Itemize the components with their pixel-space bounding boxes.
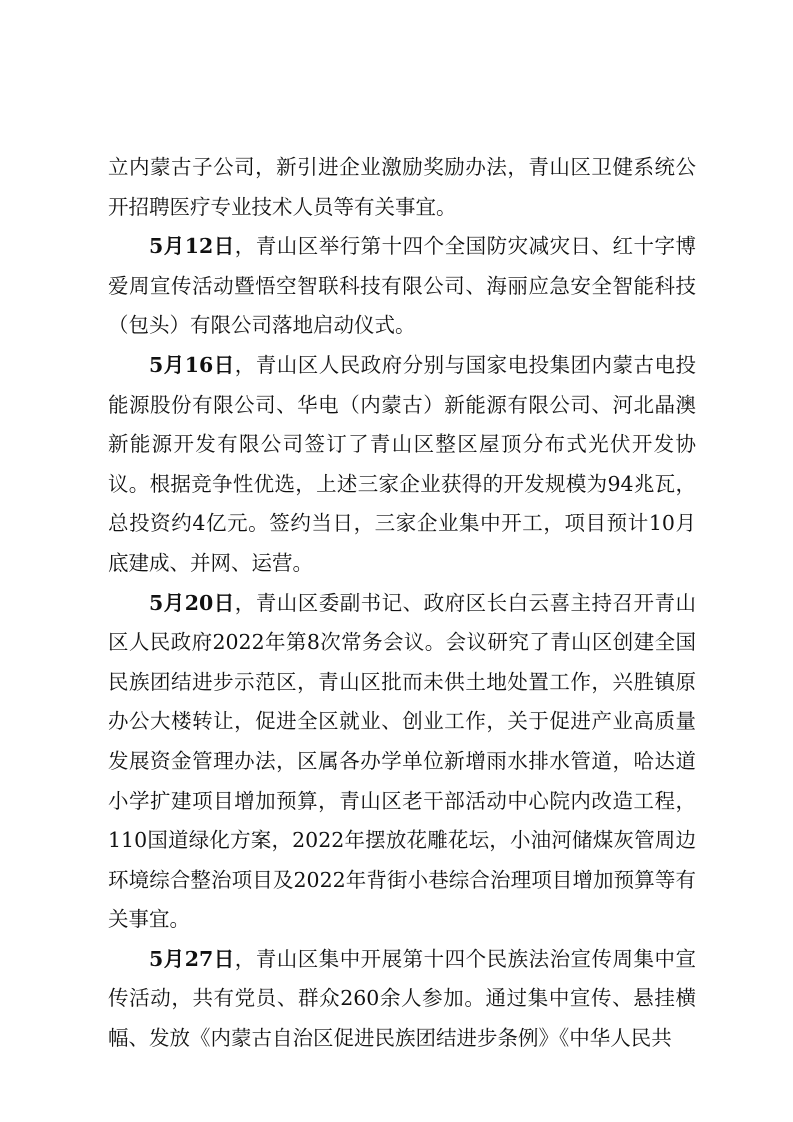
paragraph-1 bbox=[108, 148, 696, 227]
paragraph-date: 5月16日 bbox=[149, 352, 235, 377]
paragraph-4 bbox=[108, 584, 696, 940]
paragraph-text: ，青山区集中开展第十四个民族法治宣传周集中宣传活动，共有党员、群众260余人参加。通过集中宣传、悬挂横幅、发放《内蒙古自治区促进民族团结进步条例》《中华人民共 bbox=[108, 946, 696, 1051]
paragraph-date: 5月12日 bbox=[149, 234, 235, 259]
paragraph-5 bbox=[108, 940, 696, 1059]
paragraph-text: ，青山区人民政府分别与国家电投集团内蒙古电投能源股份有限公司、华电（内蒙古）新能源有限公司、河北晶澳新能源开发有限公司签订了青山区整区屋顶分布式光伏开发协议。根据竞争性优选，上述三家企业获得的开发规模为94兆瓦，总投资约4亿元。签约当日，三家企业集中开工，项目预计10月底建成、并网、运营。 bbox=[108, 352, 696, 575]
paragraph-date: 5月20日 bbox=[149, 590, 235, 615]
paragraph-2 bbox=[108, 227, 696, 346]
paragraph-3 bbox=[108, 346, 696, 584]
paragraph-text: ，青山区委副书记、政府区长白云喜主持召开青山区人民政府2022年第8次常务会议。会议研究了青山区创建全国民族团结进步示范区，青山区批而未供土地处置工作，兴胜镇原办公大楼转让，促进全区就业、创业工作，关于促进产业高质量发展资金管理办法，区属各办学单位新增雨水排水管道，哈达道小学扩建项目增加预算，青山区老干部活动中心院内改造工程，110国道绿化方案，2022年摆放花雕花坛，小油河储煤灰管周边环境综合整治项目及2022年背街小巷综合治理项目增加预算等有关事宜。 bbox=[108, 590, 696, 932]
document-body bbox=[108, 148, 696, 1059]
paragraph-date: 5月27日 bbox=[149, 946, 235, 971]
paragraph-text: 立内蒙古子公司，新引进企业激励奖励办法，青山区卫健系统公开招聘医疗专业技术人员等有关事宜。 bbox=[108, 155, 696, 219]
paragraph-text: ，青山区举行第十四个全国防灾减灾日、红十字博爱周宣传活动暨悟空智联科技有限公司、海丽应急安全智能科技（包头）有限公司落地启动仪式。 bbox=[108, 234, 696, 338]
